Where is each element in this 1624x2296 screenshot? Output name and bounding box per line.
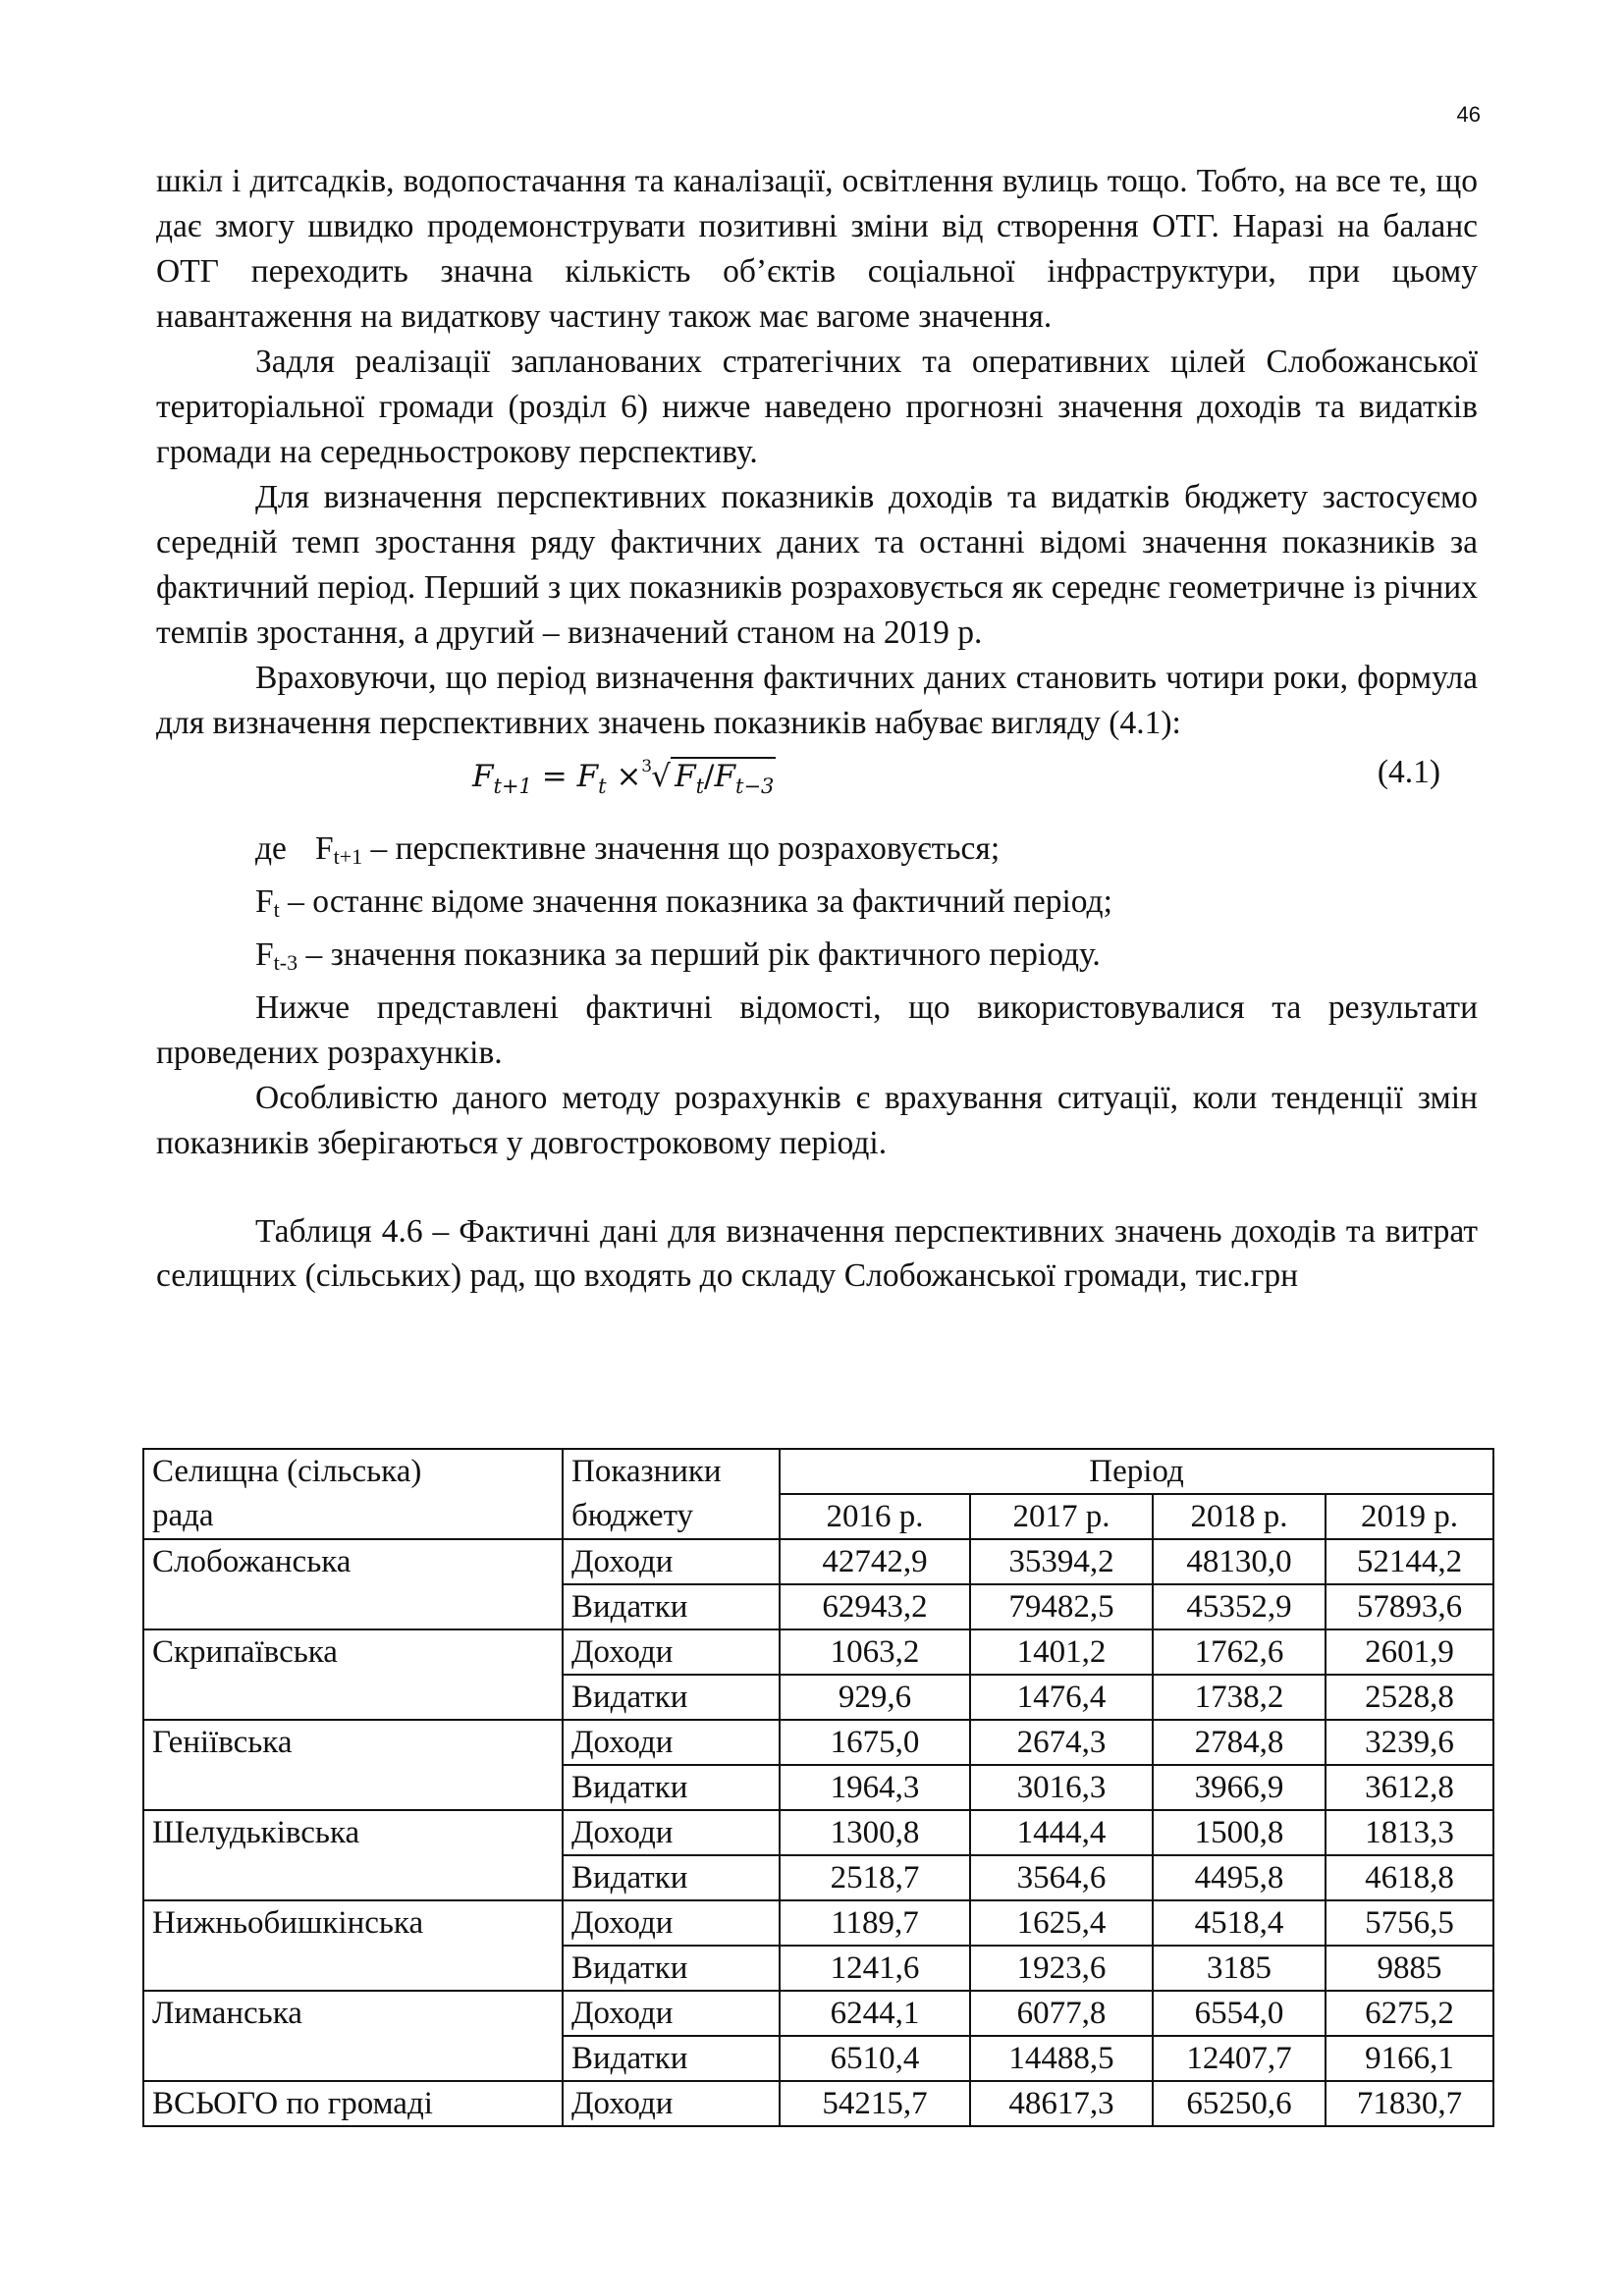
value-cell: 1300,8 [780, 1810, 970, 1855]
council-name: Нижньобишкінська [143, 1900, 563, 1991]
value-cell: 35394,2 [970, 1539, 1153, 1584]
council-name: ВСЬОГО по громаді [143, 2081, 563, 2126]
value-cell: 6510,4 [780, 2036, 970, 2081]
indicator-cell: Доходи [563, 1810, 780, 1855]
header-council-cont: рада [143, 1494, 563, 1539]
cube-root: 3 √ $F_t/F_{t-3}$ [641, 757, 775, 799]
indicator-cell: Видатки [563, 1675, 780, 1720]
value-cell: 2674,3 [970, 1720, 1153, 1765]
budget-table [142, 1448, 1494, 2127]
paragraph: шкіл і дитсадків, водопостачання та каналізації, освітлення вулиць тощо. Тобто, на все те, що дає змогу швидко продемонструвати позитивні зміни від створення ОТГ. Наразі на баланс ОТГ переходить значна кількість об’єктів соціальної інфраструктури, при цьому навантаження на видаткову частину також має вагоме значення. [156, 163, 1478, 335]
indicator-cell: Доходи [563, 1720, 780, 1765]
value-cell: 4495,8 [1153, 1855, 1326, 1900]
table-header-row [143, 1449, 1493, 1494]
header-indicator-cont: бюджету [563, 1494, 780, 1539]
table-row [143, 1720, 1493, 1765]
value-cell: 2528,8 [1326, 1675, 1493, 1720]
paragraph: Задля реалізації запланованих стратегічних та оперативних цілей Слобожанської територіальної громади (розділ 6) нижче наведено прогнозні значення доходів та видатків громади на середньострокову перспективу. [156, 344, 1478, 470]
value-cell: 3185 [1153, 1946, 1326, 1991]
value-cell: 42742,9 [780, 1539, 970, 1584]
table-row [143, 2081, 1493, 2126]
table-row [143, 1991, 1493, 2036]
value-cell: 12407,7 [1153, 2036, 1326, 2081]
value-cell: 65250,6 [1153, 2081, 1326, 2126]
value-cell: 4618,8 [1326, 1855, 1493, 1900]
header-year: 2018 р. [1153, 1494, 1326, 1539]
value-cell: 3564,6 [970, 1855, 1153, 1900]
value-cell: 1813,3 [1326, 1810, 1493, 1855]
value-cell: 1923,6 [970, 1946, 1153, 1991]
value-cell: 2518,7 [780, 1855, 970, 1900]
value-cell: 4518,4 [1153, 1900, 1326, 1946]
value-cell: 71830,7 [1326, 2081, 1493, 2126]
value-cell: 929,6 [780, 1675, 970, 1720]
paragraph: Для визначення перспективних показників доходів та видатків бюджету застосуємо середній темп зростання ряду фактичних даних та останні відомі значення показників за фактичний період. Перший з цих показників розраховується як середнє геометричне із річних темпів зростання, а другий – визначений станом на 2019 р. [156, 479, 1478, 651]
value-cell: 6244,1 [780, 1991, 970, 2036]
table-row [143, 1810, 1493, 1855]
value-cell: 48130,0 [1153, 1539, 1326, 1584]
header-year: 2016 р. [780, 1494, 970, 1539]
indicator-cell: Видатки [563, 1855, 780, 1900]
value-cell: 1401,2 [970, 1629, 1153, 1675]
value-cell: 1189,7 [780, 1900, 970, 1946]
table-caption: Таблиця 4.6 – Фактичні дані для визначення перспективних значень доходів та витрат селищних (сільських) рад, що входять до складу Слобожанської громади, тис.грн [156, 1213, 1478, 1294]
header-year: 2017 р. [970, 1494, 1153, 1539]
council-name: Слобожанська [143, 1539, 563, 1629]
value-cell: 3239,6 [1326, 1720, 1493, 1765]
value-cell: 1063,2 [780, 1629, 970, 1675]
definition-line: $F_t$ – останнє відоме значення показника за фактичний період; [255, 883, 1112, 922]
header-period: Період [780, 1449, 1493, 1494]
value-cell: 2601,9 [1326, 1629, 1493, 1675]
header-indicator: Показники [563, 1449, 780, 1494]
indicator-cell: Доходи [563, 1991, 780, 2036]
council-name: Шелудьківська [143, 1810, 563, 1900]
value-cell: 57893,6 [1326, 1584, 1493, 1629]
value-cell: 6077,8 [970, 1991, 1153, 2036]
value-cell: 1762,6 [1153, 1629, 1326, 1675]
value-cell: 1444,4 [970, 1810, 1153, 1855]
council-name: Лиманська [143, 1991, 563, 2081]
paragraph: Особливістю даного методу розрахунків є врахування ситуації, коли тенденції змін показників зберігаються у довгостроковому періоді. [156, 1080, 1478, 1161]
table-row [143, 1900, 1493, 1946]
value-cell: 3612,8 [1326, 1765, 1493, 1810]
indicator-cell: Видатки [563, 1584, 780, 1629]
council-name: Скрипаївська [143, 1629, 563, 1720]
formula-block [156, 750, 1478, 827]
value-cell: 45352,9 [1153, 1584, 1326, 1629]
definition-line: $F_{t-3}$ – значення показника за перший рік фактичного періоду. [255, 936, 1101, 975]
table-header-row [143, 1494, 1493, 1539]
value-cell: 1675,0 [780, 1720, 970, 1765]
header-council: Селищна (сільська) [143, 1449, 563, 1494]
value-cell: 52144,2 [1326, 1539, 1493, 1584]
indicator-cell: Доходи [563, 1539, 780, 1584]
value-cell: 2784,8 [1153, 1720, 1326, 1765]
paragraph: Враховуючи, що період визначення фактичних даних становить чотири роки, формула для визначення перспективних значень показників набуває вигляду (4.1): [156, 660, 1478, 741]
value-cell: 48617,3 [970, 2081, 1153, 2126]
table-row [143, 1539, 1493, 1584]
value-cell: 3016,3 [970, 1765, 1153, 1810]
value-cell: 1476,4 [970, 1675, 1153, 1720]
indicator-cell: Доходи [563, 2081, 780, 2126]
definition-line: де $F_{t+1}$ – перспективне значення що розраховується; [255, 830, 1001, 869]
value-cell: 54215,7 [780, 2081, 970, 2126]
value-cell: 6275,2 [1326, 1991, 1493, 2036]
value-cell: 62943,2 [780, 1584, 970, 1629]
header-year: 2019 р. [1326, 1494, 1493, 1539]
indicator-cell: Доходи [563, 1629, 780, 1675]
indicator-cell: Доходи [563, 1900, 780, 1946]
value-cell: 1500,8 [1153, 1810, 1326, 1855]
table-row [143, 1629, 1493, 1675]
indicator-cell: Видатки [563, 1765, 780, 1810]
value-cell: 1241,6 [780, 1946, 970, 1991]
indicator-cell: Видатки [563, 1946, 780, 1991]
page-number: 46 [1456, 102, 1481, 127]
value-cell: 9166,1 [1326, 2036, 1493, 2081]
value-cell: 6554,0 [1153, 1991, 1326, 2036]
page-body [156, 159, 1478, 1298]
indicator-cell: Видатки [563, 2036, 780, 2081]
value-cell: 79482,5 [970, 1584, 1153, 1629]
value-cell: 14488,5 [970, 2036, 1153, 2081]
formula: $F_{t+1} = F_t$ × 3 √ $F_t/F_{t-3}$ [472, 754, 776, 809]
paragraph: Нижче представлені фактичні відомості, що використовувалися та результати проведених розрахунків. [156, 989, 1478, 1071]
value-cell: 9885 [1326, 1946, 1493, 1991]
value-cell: 1964,3 [780, 1765, 970, 1810]
value-cell: 5756,5 [1326, 1900, 1493, 1946]
value-cell: 3966,9 [1153, 1765, 1326, 1810]
value-cell: 1625,4 [970, 1900, 1153, 1946]
formula-number: (4.1) [1377, 754, 1440, 790]
value-cell: 1738,2 [1153, 1675, 1326, 1720]
council-name: Геніївська [143, 1720, 563, 1810]
